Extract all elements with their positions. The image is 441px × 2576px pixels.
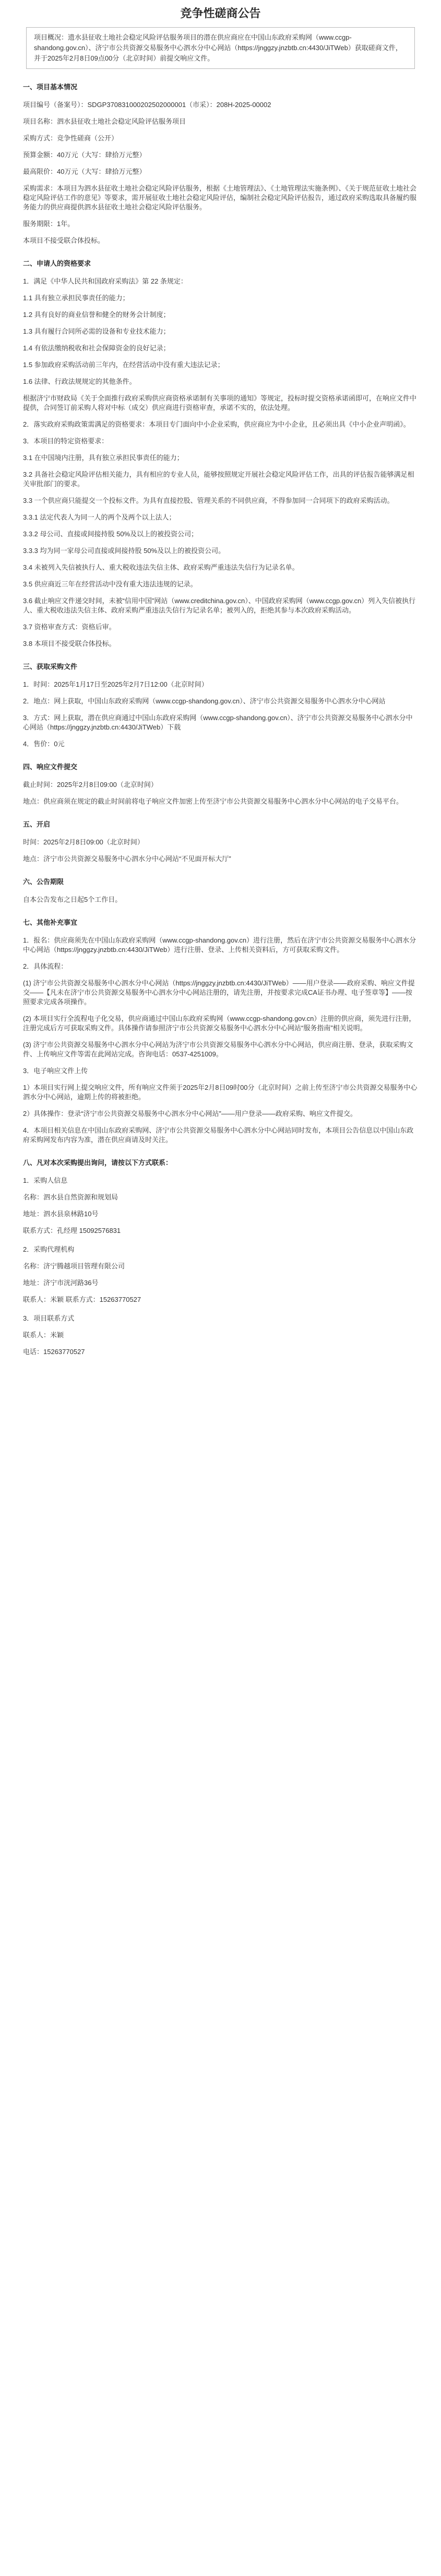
paragraph: 1.3 具有履行合同所必需的设备和专业技术能力； (23, 327, 170, 335)
paragraph: 3.3 一个供应商只能提交一个投标文件。为具有直接控股、管理关系的不同供应商，不得参加同一合同项下的政府采购活动。 (23, 497, 394, 504)
paragraph: 根据济宁市财政局《关于全面推行政府采购供应商资格承诺制有关事项的通知》等规定，投标时提交资格承诺函即可，在响应文件中提供，合同签订前采购人将对中标（成交）供应商进行资格审查，承诺不实的，依法处理。 (23, 394, 417, 411)
paragraph: 1.1 具有独立承担民事责任的能力； (23, 294, 129, 302)
paragraph: 联系方式：孔经理 15092576831 (23, 1227, 121, 1234)
paragraph: 地址：泗水县泉林路10号 (23, 1210, 99, 1218)
paragraph: 1.4 有依法缴纳税收和社会保障资金的良好记录； (23, 344, 170, 352)
paragraph: 3.2 具备社会稳定风险评估相关能力，具有相应的专业人员，能够按照规定开展社会稳定风险评估工作，出具的评估报告能够满足相关审批部门的要求。 (23, 470, 414, 488)
paragraph: 1）本项目实行网上提交响应文件，所有响应文件须于2025年2月8日09时00分（北京时间）之前上传至济宁市公共资源交易服务中心泗水分中心网站，逾期上传的将被拒绝。 (23, 1084, 418, 1101)
paragraph: 名称：济宁腾越项目管理有限公司 (23, 1262, 125, 1270)
project-summary-box: 项目概况：遗水县征收土地社会稳定风险评估服务项目的潜在供应商应在中国山东政府采购网（www.ccgp-shandong.gov.cn）、济宁市公共资源交易服务中心泗水分中心网站（https://jnggzy.jnzbtb.cn:4430/JiTWeb）获取磋商文件，并于2025年2月8日09点00分（北京时间）前提交响应文件。 (26, 27, 415, 69)
paragraph: 项目编号（备案号）：SDGP370831000202502000001（市采）：208H-2025-00002 (23, 101, 271, 109)
paragraph: 联系人：米颖 (23, 1331, 64, 1339)
paragraph: 3．项目联系方式 (23, 1314, 75, 1322)
paragraph: 联系人：米颖 联系方式：15263770527 (23, 1296, 141, 1303)
paragraph: 3.1 在中国境内注册，具有独立承担民事责任的能力； (23, 454, 184, 462)
section-heading: 四、响应文件提交 (23, 763, 78, 771)
announcement-page (0, 6, 441, 1374)
paragraph: 采购方式：竞争性磋商（公开） (23, 134, 118, 142)
paragraph: 1.6 法律、行政法规规定的其他条件。 (23, 378, 136, 385)
paragraph: 地址：济宁市洸河路36号 (23, 1279, 99, 1287)
section-heading: 七、其他补充事宜 (23, 919, 78, 926)
paragraph: 2．采购代理机构 (23, 1245, 75, 1253)
paragraph: (2) 本项目实行全流程电子化交易，供应商通过中国山东政府采购网（www.ccgp-shandong.gov.cn）注册的供应商，须先进行注册，注册完成后方可获取采购文件。具体操作请参照济宁市公共资源交易服务中心泗水分中心网站“服务指南”相关说明。 (23, 1015, 416, 1032)
paragraph: 2．具体流程： (23, 962, 68, 970)
section-heading: 二、申请人的资格要求 (23, 260, 91, 267)
paragraph: 2）具体操作：登录“济宁市公共资源交易服务中心泗水分中心网站”——用户登录——政府采购、响应文件提交。 (23, 1110, 357, 1118)
paragraph: 3.7 资格审查方式：资格后审。 (23, 623, 116, 631)
paragraph: 2．地点：网上获取，中国山东政府采购网（www.ccgp-shandong.gov.cn）、济宁市公共资源交易服务中心泗水分中心网站 (23, 697, 386, 705)
paragraph: 3.3.1 法定代表人为同一人的两个及两个以上法人； (23, 513, 176, 521)
paragraph: 1．报名：供应商须先在中国山东政府采购网（www.ccgp-shandong.gov.cn）进行注册，然后在济宁市公共资源交易服务中心泗水分中心网站（https://jnggzy.jnzbtb.cn:4430/JiTWeb）进行注册、登录、上传相关资料后，方可获取采购文件。 (23, 936, 416, 954)
paragraph: (3) 济宁市公共资源交易服务中心泗水分中心网站为济宁市公共资源交易服务中心泗水分中心网站，供应商注册、登录，获取采购文件、上传响应文件等需在此网站完成。咨询电话：0537-4251009。 (23, 1041, 413, 1058)
paragraph: 本项目不接受联合体投标。 (23, 237, 105, 244)
paragraph: 最高限价：40万元（大写：肆拾万元整） (23, 168, 146, 175)
paragraph: 3.4 未被列入失信被执行人、重大税收违法失信主体、政府采购严重违法失信行为记录名单。 (23, 563, 299, 571)
paragraph: 时间：2025年2月8日09:00（北京时间） (23, 838, 144, 846)
announcement-body (23, 83, 418, 1357)
paragraph: 电话：15263770527 (23, 1348, 85, 1356)
paragraph: 1．采购人信息 (23, 1177, 68, 1184)
paragraph: 3.8 本项目不接受联合体投标。 (23, 640, 116, 648)
paragraph: 1.2 具有良好的商业信誉和健全的财务会计制度； (23, 311, 170, 319)
paragraph: 3．本项目的特定资格要求： (23, 437, 109, 445)
paragraph: 地点：济宁市公共资源交易服务中心泗水分中心网站“不见面开标大厅” (23, 855, 231, 863)
paragraph: 3.3.3 均为同一家母公司直接或间接持股 50%及以上的被投资公司。 (23, 547, 225, 555)
paragraph: 4．售价：0元 (23, 740, 65, 748)
paragraph: 3.3.2 母公司、直接或间接持股 50%及以上的被投资公司； (23, 530, 198, 538)
paragraph: 预算金额：40万元（大写：肆拾万元整） (23, 151, 146, 159)
section-heading: 一、项目基本情况 (23, 83, 78, 91)
paragraph: 1．满足《中华人民共和国政府采购法》第 22 条规定： (23, 277, 187, 285)
paragraph: 3.5 供应商近三年在经营活动中没有重大违法违规的记录。 (23, 580, 197, 588)
paragraph: 1.5 参加政府采购活动前三年内，在经营活动中没有重大违法记录； (23, 361, 224, 369)
paragraph: 4．本项目相关信息在中国山东政府采购网、济宁市公共资源交易服务中心泗水分中心网站同时发布，本项目公告信息以中国山东政府采购网发布内容为准，潜在供应商请及时关注。 (23, 1126, 414, 1144)
paragraph: 项目名称：泗水县征收土地社会稳定风险评估服务项目 (23, 117, 186, 125)
section-heading: 六、公告期限 (23, 878, 64, 886)
paragraph: 采购需求：本项目为泗水县征收土地社会稳定风险评估服务，根据《土地管理法》、《土地管理法实施条例》、《关于规范征收土地社会稳定风险评估工作的意见》等要求，需开展征收土地社会稳定风险评估，编制社会稳定风险评估报告，通过政府采购选取具备履约服务能力的供应商提供泗水县征收土地社会稳定风险评估服务。 (23, 184, 417, 211)
section-heading: 八、凡对本次采购提出询问，请按以下方式联系： (23, 1159, 173, 1167)
page-title: 竞争性磋商公告 (180, 7, 261, 20)
section-heading: 三、获取采购文件 (23, 663, 78, 671)
paragraph: (1) 济宁市公共资源交易服务中心泗水分中心网站（https://jnggzy.jnzbtb.cn:4430/JiTWeb）——用户登录——政府采购、响应文件提交——【凡未在济宁市公共资源交易服务中心泗水分中心网站注册的，请先注册，并按要求完成CA证书办理、电子签章等】——按照要求完成各项操作。 (23, 979, 415, 1006)
paragraph: 3．方式：网上获取，潜在供应商通过中国山东政府采购网（www.ccgp-shandong.gov.cn）、济宁市公共资源交易服务中心泗水分中心网站（https://jnggzy.jnzbtb.cn:4430/JiTWeb）下载 (23, 714, 413, 731)
paragraph: 2．落实政府采购政策需满足的资格要求：本项目专门面向中小企业采购，供应商应为中小企业，且必须出具《中小企业声明函》。 (23, 420, 410, 428)
section-heading: 五、开启 (23, 820, 51, 828)
paragraph: 3.6 截止响应文件递交时间，未被“信用中国”网站（www.creditchina.gov.cn）、中国政府采购网（www.ccgp.gov.cn）列入失信被执行人、重大税收违法失信主体、政府采购严重违法失信行为记录名单；被列入的，拒绝其参与本次政府采购活动。 (23, 597, 416, 614)
paragraph: 名称：泗水县自然资源和规划局 (23, 1193, 118, 1201)
paragraph: 地点：供应商须在规定的截止时间前将电子响应文件加密上传至济宁市公共资源交易服务中心泗水分中心网站的电子交易平台。 (23, 797, 403, 805)
paragraph: 服务期限：1年。 (23, 220, 75, 228)
paragraph: 自本公告发布之日起5个工作日。 (23, 896, 122, 903)
paragraph: 1．时间：2025年1月17日至2025年2月7日12:00（北京时间） (23, 680, 208, 688)
paragraph: 截止时间：2025年2月8日09:00（北京时间） (23, 781, 158, 789)
paragraph: 3．电子响应文件上传 (23, 1067, 88, 1075)
